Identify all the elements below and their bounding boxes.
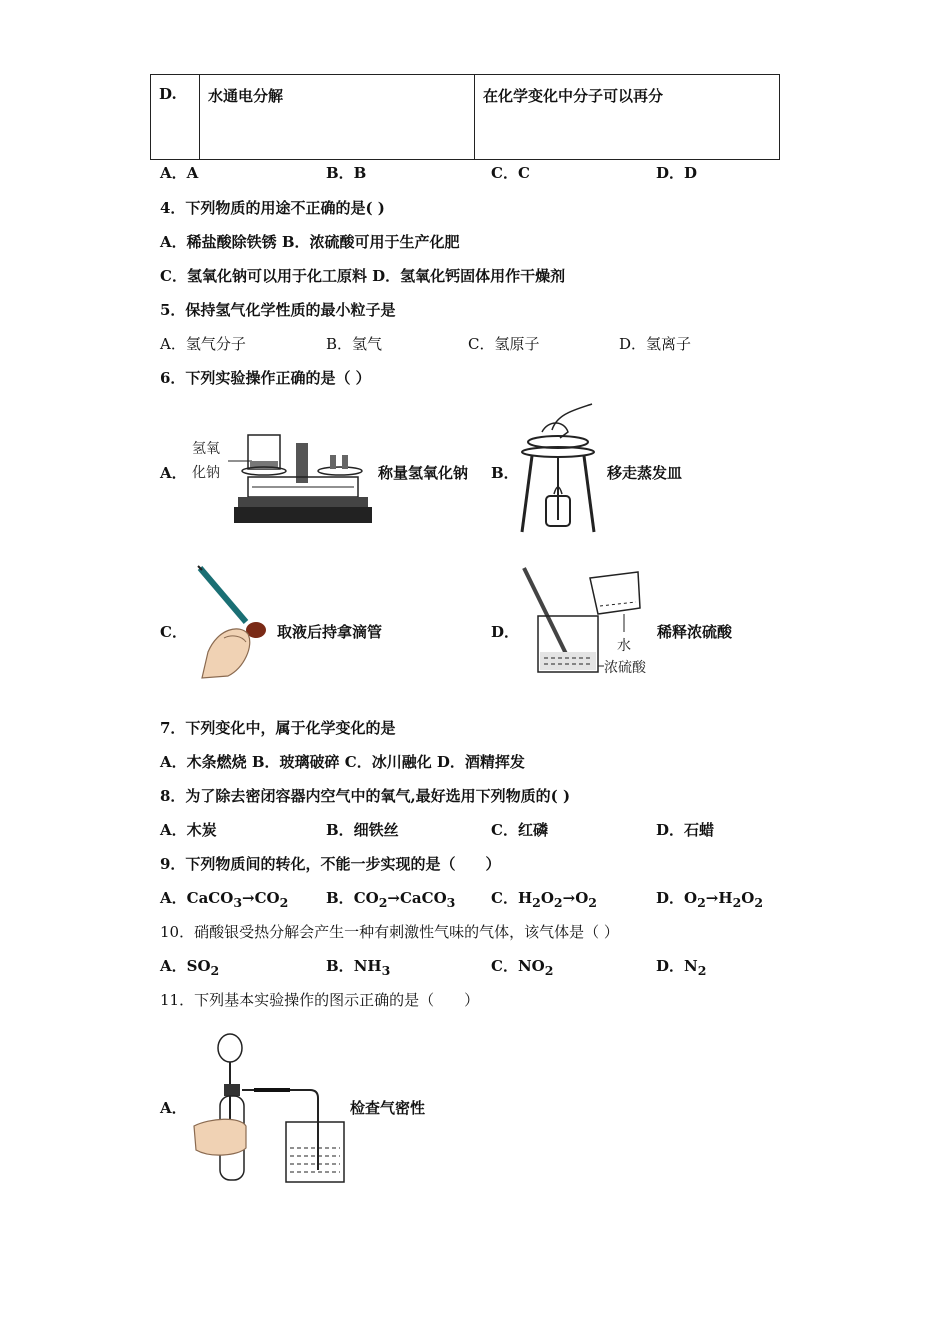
dilution-figure: [520, 564, 660, 680]
q3-option-c: C．C: [491, 164, 530, 182]
q11-stem: 11．下列基本实验操作的图示正确的是（ ）: [160, 991, 480, 1009]
q6-option-c-letter: C．: [160, 623, 187, 641]
q3-option-d: D．D: [656, 164, 698, 182]
q6-option-a-letter: A．: [160, 464, 187, 482]
q5-option-c: C．氢原子: [468, 335, 540, 353]
q9-option-a: A．$CaCO_3\to CO_2$: [160, 889, 289, 910]
q9-stem: 9．下列物质间的转化，不能一步实现的是（ ）: [160, 855, 501, 873]
q10-option-b: B．$NH_3$: [326, 957, 391, 978]
q6-option-d-letter: D．: [491, 623, 520, 641]
table-cell-letter: D.: [151, 75, 200, 160]
q10-option-c: C．$NO_2$: [491, 957, 554, 978]
q5-option-d: D．氢离子: [619, 335, 692, 353]
q8-option-b: B．细铁丝: [326, 821, 399, 839]
evaporating-dish-figure: [512, 400, 604, 540]
q8-option-d: D．石蜡: [656, 821, 715, 839]
q7-stem: 7．下列变化中，属于化学变化的是: [160, 719, 396, 737]
q6-stem: 6．下列实验操作正确的是（ ）: [160, 369, 371, 387]
q4-options-line2: C．氢氧化钠可以用于化工原料 D．氢氧化钙固体用作干燥剂: [160, 267, 566, 285]
q9-option-b: B．$CO_2\to CaCO_3$: [326, 889, 456, 910]
q6-option-b-caption: 移走蒸发皿: [607, 464, 683, 482]
q7-options: A．木条燃烧 B．玻璃破碎 C．冰川融化 D．酒精挥发: [160, 753, 525, 771]
q6-option-b-letter: B．: [491, 464, 519, 482]
dropper-figure: [188, 564, 274, 684]
water-label: 水: [617, 638, 631, 654]
q4-options-line1: A．稀盐酸除铁锈 B．浓硫酸可用于生产化肥: [160, 233, 460, 251]
q5-option-a: A．氢气分子: [160, 335, 246, 353]
naoh-label-2: 化钠: [192, 465, 220, 481]
balance-figure: [188, 425, 378, 537]
q6-option-a-caption: 称量氢氧化钠: [378, 464, 469, 482]
q4-stem: 4．下列物质的用途不正确的是( ): [160, 199, 385, 217]
q6-option-d-caption: 稀释浓硫酸: [657, 623, 733, 641]
airtightness-figure: [190, 1030, 350, 1184]
acid-label: 浓硫酸: [604, 660, 646, 676]
q11-option-a-caption: 检查气密性: [350, 1099, 426, 1117]
q6-option-c-caption: 取液后持拿滴管: [277, 623, 383, 641]
table-cell-conclusion: 在化学变化中分子可以再分: [475, 75, 780, 160]
table-row: [151, 75, 780, 160]
q10-option-d: D．$N_2$: [656, 957, 707, 978]
answer-table: [150, 74, 780, 160]
q3-option-a: A．A: [160, 164, 199, 182]
q9-option-c: C．$H_2O_2\to O_2$: [491, 889, 597, 910]
q11-option-a-letter: A．: [160, 1099, 187, 1117]
q10-stem: 10．硝酸银受热分解会产生一种有刺激性气味的气体，该气体是（ ）: [160, 923, 619, 941]
q8-stem: 8．为了除去密闭容器内空气中的氧气,最好选用下列物质的( ): [160, 787, 571, 805]
q8-option-a: A．木炭: [160, 821, 217, 839]
q8-option-c: C．红磷: [491, 821, 548, 839]
q5-option-b: B．氢气: [326, 335, 383, 353]
q9-option-d: D．$O_2\to H_2O_2$: [656, 889, 764, 910]
q10-option-a: A．$SO_2$: [160, 957, 220, 978]
q3-option-b: B．B: [326, 164, 367, 182]
naoh-label-1: 氢氧: [192, 441, 220, 457]
q5-stem: 5．保持氢气化学性质的最小粒子是: [160, 301, 396, 319]
table-cell-experiment: 水通电分解: [200, 75, 475, 160]
